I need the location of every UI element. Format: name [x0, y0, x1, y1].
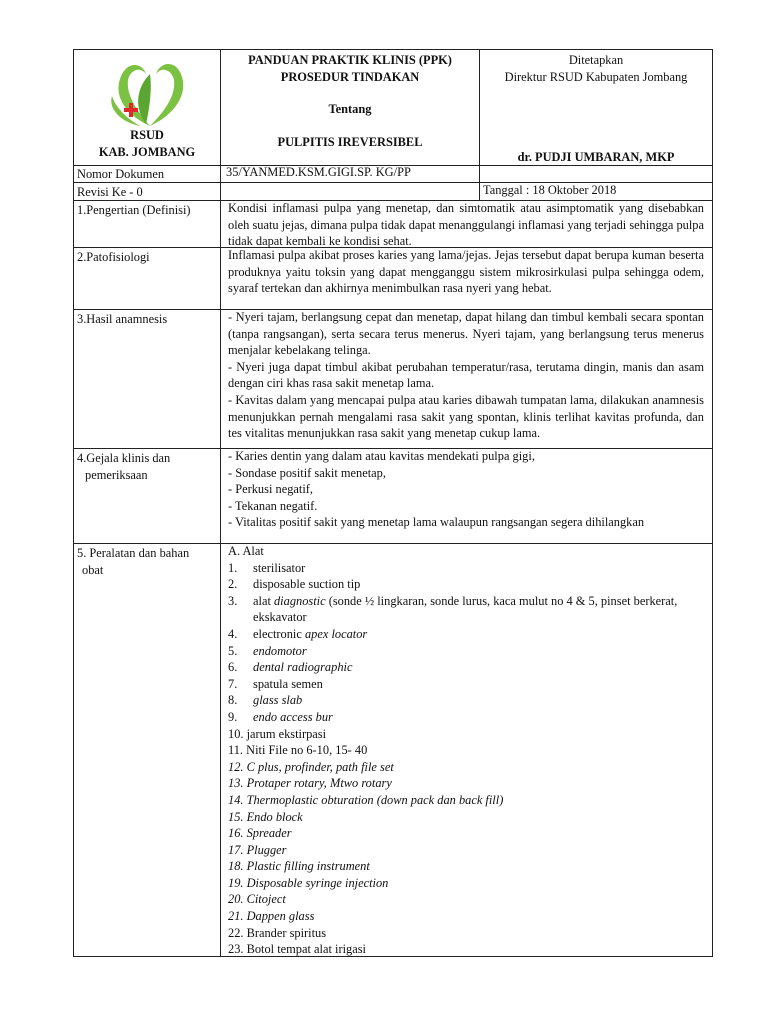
equipment-heading: A. Alat: [228, 544, 264, 558]
title-line-1: PANDUAN PRAKTIK KLINIS (PPK): [248, 53, 452, 67]
equipment-item: [228, 643, 704, 660]
equipment-item-number: 1.: [228, 560, 238, 575]
section-content-anamnesis: [221, 309, 712, 442]
symptom-line: - Vitalitas positif sakit yang menetap lama walaupun rangsangan segera dihilangkan: [228, 515, 645, 530]
equipment-item: 7. spatula semen: [228, 676, 323, 691]
equipment-item-term: dental radiographic: [253, 660, 353, 675]
equipment-item-number: 2.: [228, 577, 238, 592]
logo-cell: [74, 50, 220, 165]
section-content-definition: [221, 200, 712, 250]
equipment-item: [228, 659, 704, 676]
hospital-line-1: RSUD: [130, 128, 164, 142]
doc-number-value: 35/YANMED.KSM.GIGI.SP. KG/PP: [226, 165, 411, 179]
equipment-item: 10. jarum ekstirpasi: [228, 726, 327, 741]
definition-text: Kondisi inflamasi pulpa yang menetap, dan simtomatik atau asimptomatik yang disebabkan oleh suatu jejas, dimana pulpa tidak dapat menanggulangi inflamasi yang terjadi sehingga pulpa tidak dapat kembali ke kondisi sehat.: [228, 201, 704, 249]
ppk-document: [73, 49, 713, 957]
equipment-item-number: 8.: [228, 693, 238, 708]
equipment-item: 19. Disposable syringe injection: [228, 875, 389, 890]
section-label-definition: 1.Pengertian (Definisi): [77, 203, 191, 217]
approval-cell: [480, 52, 712, 164]
director-title: Direktur RSUD Kabupaten Jombang: [504, 69, 688, 84]
equipment-item: 16. Spreader: [228, 826, 292, 841]
equipment-item: 15. Endo block: [228, 809, 303, 824]
section-label-pathophysiology: 2.Patofisiologi: [77, 250, 150, 264]
equipment-item-number: 3.: [228, 593, 238, 608]
equipment-item: 2. disposable suction tip: [228, 577, 361, 592]
section-content-pathophysiology: [221, 247, 712, 297]
section-content-equipment: [221, 543, 712, 958]
equipment-item: 21. Dappen glass: [228, 909, 315, 924]
section-label-equipment: [74, 543, 220, 580]
equipment-item: 12. C plus, profinder, path file set: [228, 759, 394, 774]
approval-label: Ditetapkan: [568, 53, 624, 67]
equipment-item: 1. sterilisator: [228, 560, 306, 575]
equipment-item: 18. Plastic filling instrument: [228, 859, 370, 874]
equipment-item: 20. Citoject: [228, 892, 286, 907]
symptom-line: - Tekanan negatif.: [228, 498, 318, 513]
equipment-item: 14. Thermoplastic obturation (down pack dan back fill): [228, 792, 504, 807]
equipment-item-number: 5.: [228, 643, 238, 658]
symptom-line: - Perkusi negatif,: [228, 482, 313, 497]
symptoms-label-line-1: 4.Gejala klinis dan: [77, 451, 171, 465]
doc-number-label: Nomor Dokumen: [77, 167, 165, 181]
title-line-2: PROSEDUR TINDAKAN: [280, 69, 420, 84]
equipment-item: 22. Brander spiritus: [228, 925, 327, 940]
anamnesis-paragraph: - Nyeri juga dapat timbul akibat perubahan temperatur/rasa, terutama dingin, manis dan asam dengan ciri khas rasa sakit menetap lama.: [228, 359, 704, 391]
equipment-item-term: apex locator: [304, 626, 368, 641]
symptom-line: - Sondase positif sakit menetap,: [228, 465, 386, 480]
title-cell: [221, 52, 479, 150]
symptoms-label-line-2: pemeriksaan: [85, 467, 148, 482]
equipment-item-number: 4.: [228, 626, 238, 641]
equipment-label-line-2: obat: [82, 562, 104, 577]
hospital-name: [74, 127, 220, 160]
equipment-list: [228, 560, 704, 958]
section-content-symptoms: [221, 448, 712, 531]
equipment-item: [228, 709, 704, 726]
document-date: Tanggal : 18 Oktober 2018: [483, 183, 617, 197]
equipment-item: 3. alat diagnostic (sonde ½ lingkaran, sonde lurus, kaca mulut no 4 & 5, pinset berkerat, ekskavator: [228, 593, 678, 625]
equipment-item: 23. Botol tempat alat irigasi: [228, 942, 366, 957]
section-label-symptoms: [74, 448, 220, 485]
equipment-item-term: diagnostic: [273, 593, 326, 608]
pathophysiology-text: Inflamasi pulpa akibat proses karies yang lama/jejas. Jejas tersebut dapat berupa kuman beserta produknya yaitu toksin yang dapat mengganggu sistem mikrosirkulasi pulpa sehingga odem, syaraf tertekan dan akhirnya menimbulkan rasa nyeri yang hebat.: [228, 248, 704, 296]
section-label-anamnesis: 3.Hasil anamnesis: [77, 312, 168, 326]
equipment-item-number: 6.: [228, 660, 238, 675]
equipment-item-term: endomotor: [253, 643, 307, 658]
equipment-item-term: endo access bur: [253, 709, 333, 724]
hospital-line-2: KAB. JOMBANG: [98, 144, 196, 159]
equipment-item: 17. Plugger: [228, 842, 287, 857]
equipment-item-term: glass slab: [253, 693, 303, 708]
revision-date-divider: [479, 183, 480, 200]
equipment-label-line-1: 5. Peralatan dan bahan: [77, 546, 190, 560]
document-topic: PULPITIS IREVERSIBEL: [277, 134, 423, 149]
equipment-item: 4. electronic apex locator: [228, 626, 368, 641]
rsud-logo-icon: [106, 56, 196, 132]
equipment-item: 13. Protaper rotary, Mtwo rotary: [228, 776, 392, 791]
anamnesis-paragraph: - Nyeri tajam, berlangsung cepat dan menetap, dapat hilang dan timbul kembali secara spontan (tanpa rangsangan), serta secara terus menerus. Nyeri tajam, yang berlangsung terus menerus menjalar kebelakang telinga.: [228, 310, 704, 358]
equipment-item: 11. Niti File no 6-10, 15- 40: [228, 743, 368, 758]
signatory-name: dr. PUDJI UMBARAN, MKP: [517, 150, 675, 164]
equipment-item-number: 9.: [228, 709, 238, 724]
title-about: Tentang: [328, 102, 372, 117]
equipment-item-number: 7.: [228, 676, 238, 691]
equipment-item: [228, 692, 704, 709]
symptom-line: - Karies dentin yang dalam atau kavitas mendekati pulpa gigi,: [228, 449, 535, 463]
revision-label: Revisi Ke - 0: [77, 185, 143, 199]
anamnesis-paragraph: - Kavitas dalam yang mencapai pulpa atau karies dibawah tumpatan lama, dilakukan anamnesis menunjukkan pernah mengalami rasa sakit yang spontan, klinis terlihat kavitas profunda, dan tes vitalitas menunjukkan rasa sakit yang menetap cukup lama.: [228, 392, 704, 441]
